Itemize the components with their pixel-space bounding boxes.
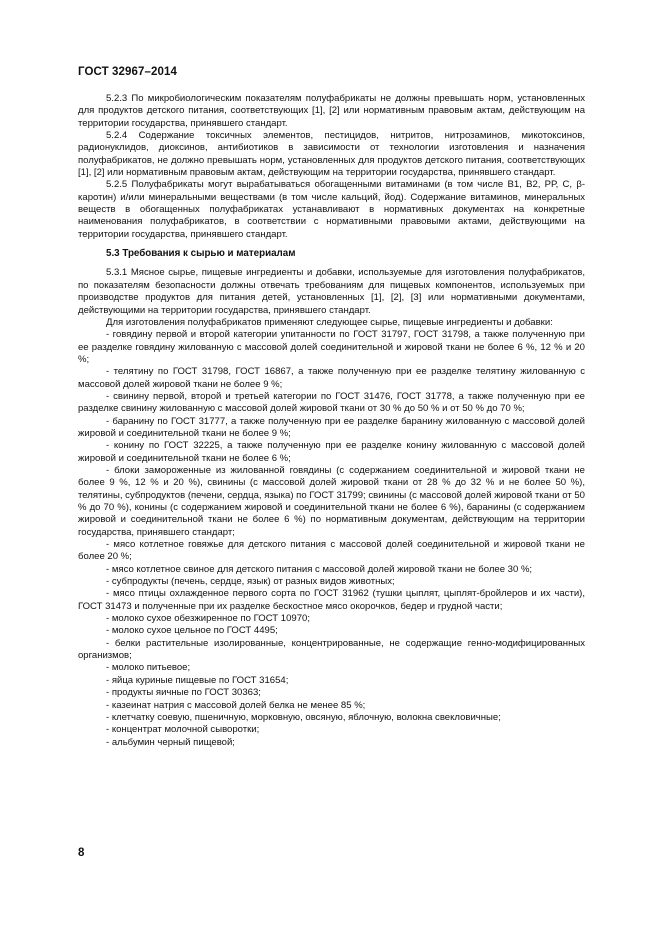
list-item: - молоко питьевое;: [106, 662, 191, 674]
section-heading: 5.3 Требования к сырью и материалам: [106, 248, 296, 260]
list-item: - продукты яичные по ГОСТ 30363;: [106, 687, 261, 699]
list-item: - альбумин черный пищевой;: [106, 736, 235, 748]
list-item: - белки растительные изолированные, концентрированные, не содержащие генно-модифицированных организмов;: [78, 637, 585, 662]
list-item: - баранину по ГОСТ 31777, а также полученную при ее разделке баранину жилованную с массовой долей жировой и соединительной ткани не более 9 %;: [78, 415, 585, 439]
list-item: - яйца куриные пищевые по ГОСТ 31654;: [106, 674, 289, 686]
clause-5-2-3: 5.2.3 По микробиологическим показателям полуфабрикаты не должны превышать норм, установленных для продуктов детского питания, соответствующих [1], [2] или нормативным правовым актам, действующим на территории государства, принявшего стандарт.: [78, 93, 585, 129]
list-item: - мясо птицы охлажденное первого сорта по ГОСТ 31962 (тушки цыплят, цыплят-бройлеров и их части), ГОСТ 31473 и полученные при их разделке бескостное мясо окорочков, бедер и грудной части;: [78, 588, 585, 612]
clause-5-3-1: 5.3.1 Мясное сырье, пищевые ингредиенты и добавки, используемые для изготовления полуфабрикатов, по показателям безопасности должны отвечать требованиям для пищевых компонентов, используемых при производстве продуктов для питания детей, установленных [1], [2], [3] или нормативными документами, действующими на территории государства, принявшего стандарт.: [78, 267, 585, 316]
list-item: - мясо котлетное говяжье для детского питания с массовой долей соединительной и жировой ткани не более 20 %;: [78, 539, 585, 563]
document-body: [78, 93, 585, 749]
list-item: - свинину первой, второй и третьей категории по ГОСТ 31476, ГОСТ 31778, а также полученную при ее разделке свинину жилованную с массовой долей жировой ткани от 30 % до 50 % и от 50 % до 70 %;: [78, 390, 585, 415]
clause-5-2-5: 5.2.5 Полуфабрикаты могут вырабатываться обогащенными витаминами (в том числе В1, В2, РР, С, β-каротин) и/или минеральными веществами (в том числе кальций, йод). Содержание витаминов, минеральных веществ в обогащенных полуфабрикатах устанавливают в нормативных документах на конкретные наименования полуфабрикатов, в соответствии с нормативными правовыми актами, действующими на территории государства, принявшего стандарт.: [78, 179, 585, 240]
list-item: - казеинат натрия с массовой долей белка не менее 85 %;: [106, 699, 366, 711]
list-item: - молоко сухое обезжиренное по ГОСТ 10970;: [106, 613, 310, 625]
list-item: - говядину первой и второй категории упитанности по ГОСТ 31797, ГОСТ 31798, а также полученную при ее разделке говядину жилованную с массовой долей соединительной и жировой ткани не более 6 %, 12 % и 20 %;: [78, 329, 585, 365]
list-item: - мясо котлетное свиное для детского питания с массовой долей жировой ткани не более 30 %;: [106, 563, 533, 575]
list-item: - концентрат молочной сыворотки;: [106, 724, 260, 736]
page-number: 8: [78, 847, 85, 859]
list-item: - блоки замороженные из жилованной говядины (с содержанием соединительной и жировой ткани не более 9 %, 12 % и 20 %), свинины (с массовой долей жировой ткани от 28 % до 32 % и не более 50 %), телятины, субпродуктов (печени, сердца, языка) по ГОСТ 31799; свинины (с массовой долей жировой ткани от 50 % до 70 %), конины (с содержанием жировой и соединительной ткани не более 6 %), баранины (с содержанием жировой и соединительной ткани не более 6 %) по нормативным документам, действующим на территории государства, принявшего стандарт;: [78, 464, 585, 538]
list-item: - конину по ГОСТ 32225, а также полученную при ее разделке конину жилованную с массовой долей жировой и соединительной ткани не более 6 %;: [78, 440, 585, 464]
document-header: ГОСТ 32967–2014: [78, 66, 178, 78]
list-item: - субпродукты (печень, сердце, язык) от разных видов животных;: [106, 576, 395, 588]
clause-5-2-4: 5.2.4 Содержание токсичных элементов, пестицидов, нитритов, нитрозаминов, микотоксинов, радионуклидов, диоксинов, антибиотиков в зависимости от технологии изготовления и назначения полуфабрикатов, не должно превышать норм, установленных для продуктов детского питания, соответствующих [1], [2] или нормативным правовым актам, действующим на территории государства, принявшего стандарт.: [78, 130, 585, 179]
list-intro: Для изготовления полуфабрикатов применяют следующее сырье, пищевые ингредиенты и добавки:: [106, 316, 553, 328]
list-item: - молоко сухое цельное по ГОСТ 4495;: [106, 625, 278, 637]
raw-material-list: [78, 329, 585, 749]
list-item: - телятину по ГОСТ 31798, ГОСТ 16867, а также полученную при ее разделке телятину жилованную с массовой долей жировой ткани не более 9 %;: [78, 366, 585, 390]
list-item: - клетчатку соевую, пшеничную, морковную, овсяную, яблочную, волокна свекловичные;: [106, 711, 501, 723]
